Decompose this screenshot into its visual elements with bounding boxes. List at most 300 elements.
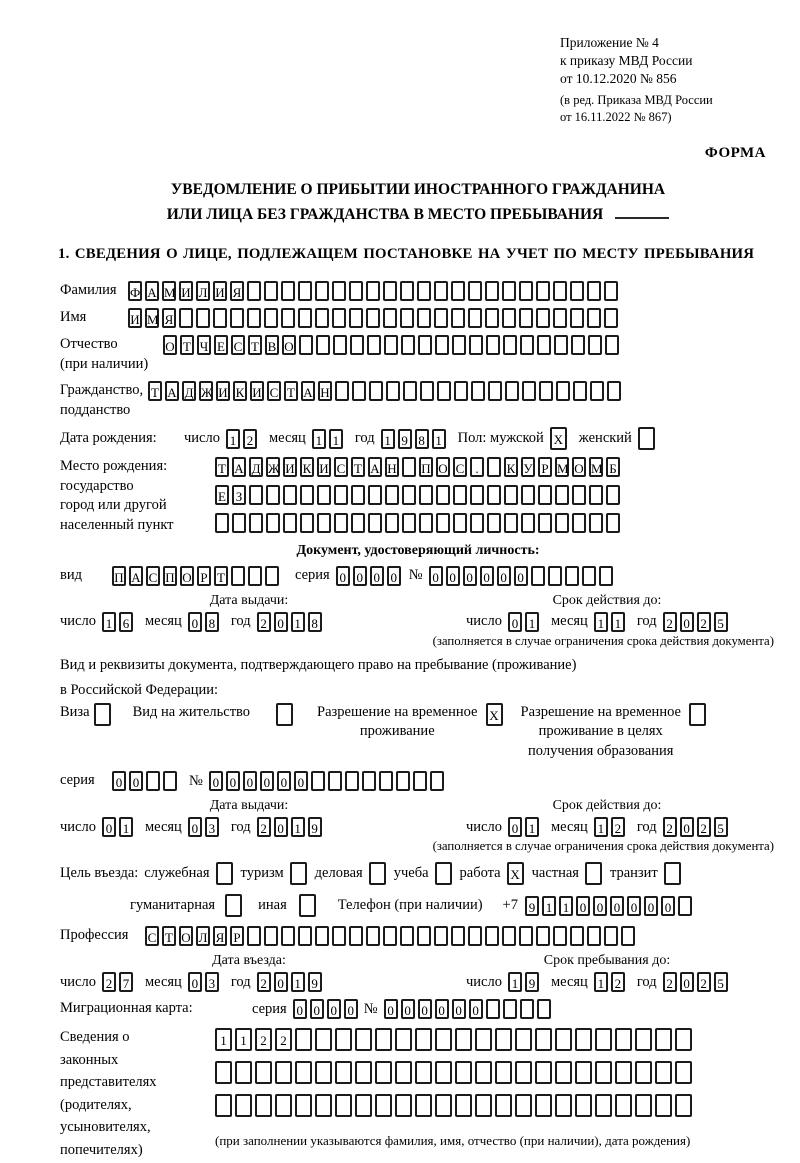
char-box[interactable] xyxy=(604,281,618,301)
char-box[interactable]: П xyxy=(163,566,177,586)
char-box[interactable]: К xyxy=(233,381,247,401)
char-box[interactable] xyxy=(475,1094,492,1117)
char-box[interactable]: М xyxy=(589,457,603,477)
char-box[interactable] xyxy=(487,457,501,477)
char-box[interactable] xyxy=(317,485,331,505)
char-box[interactable] xyxy=(402,457,416,477)
char-box[interactable] xyxy=(454,381,468,401)
char-box[interactable] xyxy=(396,771,410,791)
char-box[interactable] xyxy=(604,926,618,946)
char-box[interactable]: 3 xyxy=(205,817,219,837)
char-box[interactable]: 1 xyxy=(312,429,326,449)
char-box[interactable] xyxy=(595,1094,612,1117)
char-box[interactable] xyxy=(607,381,621,401)
char-box[interactable]: 2 xyxy=(611,972,625,992)
char-box[interactable]: Л xyxy=(196,281,210,301)
char-box[interactable] xyxy=(367,335,381,355)
char-box[interactable] xyxy=(332,281,346,301)
char-box[interactable]: X xyxy=(486,703,503,726)
char-box[interactable] xyxy=(213,308,227,328)
char-box[interactable] xyxy=(572,513,586,533)
char-box[interactable] xyxy=(249,513,263,533)
char-box[interactable]: 0 xyxy=(446,566,460,586)
char-box[interactable]: Б xyxy=(606,457,620,477)
char-box[interactable]: Ж xyxy=(266,457,280,477)
char-box[interactable] xyxy=(555,1094,572,1117)
char-box[interactable] xyxy=(575,1061,592,1084)
char-box[interactable]: Н xyxy=(385,457,399,477)
char-box[interactable]: К xyxy=(504,457,518,477)
char-box[interactable]: 0 xyxy=(384,999,398,1019)
char-box[interactable] xyxy=(536,926,550,946)
char-box[interactable] xyxy=(255,1094,272,1117)
char-box[interactable] xyxy=(615,1094,632,1117)
char-box[interactable]: 0 xyxy=(418,999,432,1019)
char-box[interactable] xyxy=(606,513,620,533)
char-box[interactable] xyxy=(368,513,382,533)
char-box[interactable]: О xyxy=(282,335,296,355)
char-box[interactable] xyxy=(515,1094,532,1117)
char-box[interactable]: С xyxy=(146,566,160,586)
char-box[interactable]: С xyxy=(453,457,467,477)
char-box[interactable] xyxy=(503,999,517,1019)
char-box[interactable] xyxy=(504,513,518,533)
char-box[interactable] xyxy=(315,1094,332,1117)
char-box[interactable] xyxy=(419,513,433,533)
char-box[interactable] xyxy=(316,335,330,355)
char-box[interactable]: О xyxy=(180,566,194,586)
char-box[interactable]: А xyxy=(129,566,143,586)
char-box[interactable] xyxy=(315,926,329,946)
char-box[interactable] xyxy=(375,1028,392,1051)
char-box[interactable]: 5 xyxy=(714,817,728,837)
char-box[interactable] xyxy=(664,862,681,885)
char-box[interactable] xyxy=(503,335,517,355)
char-box[interactable] xyxy=(548,566,562,586)
char-box[interactable] xyxy=(515,1028,532,1051)
char-box[interactable]: 2 xyxy=(697,612,711,632)
char-box[interactable] xyxy=(264,308,278,328)
char-box[interactable]: Т xyxy=(214,566,228,586)
char-box[interactable] xyxy=(435,862,452,885)
char-box[interactable]: 0 xyxy=(435,999,449,1019)
char-box[interactable] xyxy=(468,308,482,328)
char-box[interactable] xyxy=(455,1061,472,1084)
char-box[interactable] xyxy=(369,862,386,885)
char-box[interactable] xyxy=(538,485,552,505)
char-box[interactable]: 9 xyxy=(308,817,322,837)
char-box[interactable] xyxy=(588,335,602,355)
char-box[interactable] xyxy=(595,1061,612,1084)
char-box[interactable] xyxy=(366,926,380,946)
char-box[interactable]: 2 xyxy=(275,1028,292,1051)
char-box[interactable] xyxy=(437,381,451,401)
char-box[interactable] xyxy=(571,335,585,355)
char-box[interactable] xyxy=(655,1094,672,1117)
char-box[interactable]: 0 xyxy=(209,771,223,791)
char-box[interactable] xyxy=(589,513,603,533)
char-box[interactable] xyxy=(415,1094,432,1117)
char-box[interactable] xyxy=(375,1094,392,1117)
char-box[interactable]: 6 xyxy=(119,612,133,632)
char-box[interactable]: 1 xyxy=(594,972,608,992)
char-box[interactable] xyxy=(470,485,484,505)
char-box[interactable]: В xyxy=(265,335,279,355)
char-box[interactable] xyxy=(362,771,376,791)
char-box[interactable]: 1 xyxy=(594,817,608,837)
char-box[interactable]: 1 xyxy=(226,429,240,449)
char-box[interactable]: 1 xyxy=(611,612,625,632)
char-box[interactable]: 0 xyxy=(112,771,126,791)
char-box[interactable]: 1 xyxy=(291,972,305,992)
char-box[interactable]: 1 xyxy=(215,1028,232,1051)
char-box[interactable] xyxy=(247,281,261,301)
char-box[interactable]: 0 xyxy=(480,566,494,586)
char-box[interactable]: 2 xyxy=(255,1028,272,1051)
char-box[interactable] xyxy=(504,485,518,505)
char-box[interactable] xyxy=(615,1028,632,1051)
char-box[interactable] xyxy=(582,566,596,586)
char-box[interactable] xyxy=(415,1061,432,1084)
char-box[interactable]: 1 xyxy=(291,612,305,632)
char-box[interactable]: 0 xyxy=(294,771,308,791)
char-box[interactable] xyxy=(300,513,314,533)
char-box[interactable] xyxy=(417,926,431,946)
char-box[interactable] xyxy=(375,1061,392,1084)
char-box[interactable] xyxy=(487,485,501,505)
char-box[interactable]: 0 xyxy=(188,817,202,837)
char-box[interactable] xyxy=(536,308,550,328)
char-box[interactable]: О xyxy=(179,926,193,946)
char-box[interactable] xyxy=(675,1094,692,1117)
char-box[interactable] xyxy=(249,485,263,505)
char-box[interactable] xyxy=(281,281,295,301)
char-box[interactable]: 2 xyxy=(102,972,116,992)
char-box[interactable] xyxy=(335,1061,352,1084)
char-box[interactable]: Я xyxy=(162,308,176,328)
char-box[interactable] xyxy=(570,308,584,328)
char-box[interactable] xyxy=(298,926,312,946)
char-box[interactable] xyxy=(418,335,432,355)
char-box[interactable]: 0 xyxy=(260,771,274,791)
char-box[interactable] xyxy=(384,335,398,355)
char-box[interactable]: Е xyxy=(214,335,228,355)
char-box[interactable]: И xyxy=(250,381,264,401)
char-box[interactable]: О xyxy=(572,457,586,477)
char-box[interactable] xyxy=(555,1028,572,1051)
char-box[interactable] xyxy=(430,771,444,791)
char-box[interactable]: 3 xyxy=(205,972,219,992)
char-box[interactable] xyxy=(311,771,325,791)
char-box[interactable] xyxy=(536,281,550,301)
char-box[interactable] xyxy=(332,926,346,946)
char-box[interactable]: И xyxy=(283,457,297,477)
char-box[interactable]: 0 xyxy=(277,771,291,791)
char-box[interactable] xyxy=(315,308,329,328)
char-box[interactable]: К xyxy=(300,457,314,477)
char-box[interactable]: 0 xyxy=(274,972,288,992)
char-box[interactable] xyxy=(163,771,177,791)
char-box[interactable]: Д xyxy=(182,381,196,401)
char-box[interactable]: 0 xyxy=(243,771,257,791)
char-box[interactable]: 2 xyxy=(663,972,677,992)
char-box[interactable]: 0 xyxy=(188,612,202,632)
char-box[interactable]: Е xyxy=(215,485,229,505)
char-box[interactable] xyxy=(495,1061,512,1084)
char-box[interactable] xyxy=(179,308,193,328)
char-box[interactable]: 9 xyxy=(398,429,412,449)
char-box[interactable] xyxy=(266,485,280,505)
char-box[interactable]: 2 xyxy=(611,817,625,837)
char-box[interactable]: 1 xyxy=(291,817,305,837)
char-box[interactable] xyxy=(215,1061,232,1084)
char-box[interactable] xyxy=(575,1028,592,1051)
char-box[interactable] xyxy=(295,1094,312,1117)
char-box[interactable]: 0 xyxy=(576,896,590,916)
char-box[interactable] xyxy=(275,1061,292,1084)
char-box[interactable]: 0 xyxy=(344,999,358,1019)
char-box[interactable]: 0 xyxy=(401,999,415,1019)
char-box[interactable]: 7 xyxy=(119,972,133,992)
char-box[interactable] xyxy=(94,703,111,726)
char-box[interactable] xyxy=(502,926,516,946)
char-box[interactable] xyxy=(689,703,706,726)
char-box[interactable]: Н xyxy=(318,381,332,401)
char-box[interactable] xyxy=(290,862,307,885)
char-box[interactable] xyxy=(335,1094,352,1117)
char-box[interactable]: 2 xyxy=(663,612,677,632)
char-box[interactable]: П xyxy=(419,457,433,477)
char-box[interactable]: 0 xyxy=(387,566,401,586)
char-box[interactable]: 0 xyxy=(129,771,143,791)
char-box[interactable]: 2 xyxy=(663,817,677,837)
char-box[interactable] xyxy=(295,1028,312,1051)
char-box[interactable] xyxy=(366,308,380,328)
char-box[interactable]: 0 xyxy=(508,612,522,632)
char-box[interactable] xyxy=(275,1094,292,1117)
char-box[interactable] xyxy=(515,1061,532,1084)
char-box[interactable] xyxy=(435,335,449,355)
char-box[interactable]: Т xyxy=(162,926,176,946)
char-box[interactable] xyxy=(295,1061,312,1084)
char-box[interactable] xyxy=(575,1094,592,1117)
char-box[interactable] xyxy=(400,926,414,946)
char-box[interactable]: 0 xyxy=(327,999,341,1019)
char-box[interactable] xyxy=(495,1094,512,1117)
char-box[interactable] xyxy=(351,513,365,533)
char-box[interactable] xyxy=(369,381,383,401)
char-box[interactable] xyxy=(417,308,431,328)
char-box[interactable]: 0 xyxy=(293,999,307,1019)
char-box[interactable]: 2 xyxy=(697,817,711,837)
char-box[interactable] xyxy=(470,513,484,533)
char-box[interactable] xyxy=(400,308,414,328)
char-box[interactable] xyxy=(635,1094,652,1117)
char-box[interactable]: 0 xyxy=(661,896,675,916)
char-box[interactable] xyxy=(621,926,635,946)
char-box[interactable] xyxy=(468,281,482,301)
char-box[interactable] xyxy=(235,1061,252,1084)
char-box[interactable] xyxy=(605,335,619,355)
char-box[interactable] xyxy=(196,308,210,328)
char-box[interactable]: 0 xyxy=(274,817,288,837)
char-box[interactable]: 0 xyxy=(336,566,350,586)
char-box[interactable] xyxy=(486,335,500,355)
char-box[interactable]: 0 xyxy=(610,896,624,916)
char-box[interactable] xyxy=(678,896,692,916)
char-box[interactable] xyxy=(355,1028,372,1051)
char-box[interactable] xyxy=(328,771,342,791)
char-box[interactable]: 8 xyxy=(308,612,322,632)
char-box[interactable] xyxy=(502,281,516,301)
char-box[interactable] xyxy=(349,308,363,328)
char-box[interactable]: 0 xyxy=(188,972,202,992)
char-box[interactable] xyxy=(386,381,400,401)
char-box[interactable] xyxy=(355,1061,372,1084)
char-box[interactable]: 0 xyxy=(310,999,324,1019)
char-box[interactable] xyxy=(520,335,534,355)
char-box[interactable]: 0 xyxy=(497,566,511,586)
char-box[interactable] xyxy=(519,281,533,301)
char-box[interactable] xyxy=(555,485,569,505)
char-box[interactable]: 1 xyxy=(542,896,556,916)
char-box[interactable] xyxy=(248,566,262,586)
char-box[interactable] xyxy=(521,513,535,533)
char-box[interactable] xyxy=(485,308,499,328)
char-box[interactable] xyxy=(453,513,467,533)
char-box[interactable]: . xyxy=(470,457,484,477)
char-box[interactable]: 0 xyxy=(508,817,522,837)
char-box[interactable] xyxy=(368,485,382,505)
char-box[interactable] xyxy=(635,1028,652,1051)
char-box[interactable] xyxy=(216,862,233,885)
char-box[interactable] xyxy=(455,1094,472,1117)
char-box[interactable]: П xyxy=(112,566,126,586)
char-box[interactable] xyxy=(555,513,569,533)
char-box[interactable]: 2 xyxy=(697,972,711,992)
char-box[interactable] xyxy=(521,485,535,505)
char-box[interactable] xyxy=(434,308,448,328)
char-box[interactable] xyxy=(215,513,229,533)
char-box[interactable] xyxy=(385,485,399,505)
char-box[interactable] xyxy=(615,1061,632,1084)
char-box[interactable] xyxy=(146,771,160,791)
char-box[interactable] xyxy=(570,926,584,946)
char-box[interactable] xyxy=(519,308,533,328)
char-box[interactable] xyxy=(395,1028,412,1051)
char-box[interactable] xyxy=(315,1061,332,1084)
char-box[interactable] xyxy=(434,281,448,301)
char-box[interactable]: О xyxy=(436,457,450,477)
char-box[interactable]: 8 xyxy=(415,429,429,449)
char-box[interactable] xyxy=(403,381,417,401)
char-box[interactable] xyxy=(655,1061,672,1084)
char-box[interactable]: 1 xyxy=(559,896,573,916)
char-box[interactable] xyxy=(535,1094,552,1117)
char-box[interactable]: 0 xyxy=(102,817,116,837)
char-box[interactable]: 0 xyxy=(680,612,694,632)
char-box[interactable]: А xyxy=(232,457,246,477)
char-box[interactable] xyxy=(352,381,366,401)
char-box[interactable] xyxy=(385,513,399,533)
char-box[interactable]: Ч xyxy=(197,335,211,355)
char-box[interactable] xyxy=(570,281,584,301)
char-box[interactable] xyxy=(606,485,620,505)
char-box[interactable] xyxy=(400,281,414,301)
char-box[interactable]: А xyxy=(368,457,382,477)
char-box[interactable] xyxy=(471,381,485,401)
char-box[interactable] xyxy=(590,381,604,401)
char-box[interactable] xyxy=(276,703,293,726)
char-box[interactable] xyxy=(298,308,312,328)
char-box[interactable]: 0 xyxy=(514,566,528,586)
char-box[interactable]: Л xyxy=(196,926,210,946)
char-box[interactable]: Ф xyxy=(128,281,142,301)
char-box[interactable] xyxy=(315,1028,332,1051)
char-box[interactable]: А xyxy=(165,381,179,401)
char-box[interactable] xyxy=(247,308,261,328)
char-box[interactable]: С xyxy=(145,926,159,946)
char-box[interactable] xyxy=(231,566,245,586)
char-box[interactable] xyxy=(266,513,280,533)
char-box[interactable] xyxy=(554,335,568,355)
char-box[interactable]: 1 xyxy=(119,817,133,837)
char-box[interactable]: Д xyxy=(249,457,263,477)
char-box[interactable] xyxy=(401,335,415,355)
char-box[interactable] xyxy=(585,862,602,885)
char-box[interactable]: И xyxy=(213,281,227,301)
char-box[interactable] xyxy=(383,308,397,328)
char-box[interactable] xyxy=(379,771,393,791)
char-box[interactable] xyxy=(225,894,242,917)
char-box[interactable]: 1 xyxy=(594,612,608,632)
char-box[interactable]: М xyxy=(162,281,176,301)
char-box[interactable]: 1 xyxy=(235,1028,252,1051)
char-box[interactable]: 1 xyxy=(432,429,446,449)
char-box[interactable]: 2 xyxy=(257,612,271,632)
char-box[interactable] xyxy=(587,308,601,328)
char-box[interactable] xyxy=(486,999,500,1019)
char-box[interactable]: 8 xyxy=(205,612,219,632)
char-box[interactable] xyxy=(455,1028,472,1051)
char-box[interactable] xyxy=(572,485,586,505)
char-box[interactable] xyxy=(395,1094,412,1117)
char-box[interactable] xyxy=(535,1028,552,1051)
char-box[interactable]: И xyxy=(317,457,331,477)
char-box[interactable] xyxy=(555,1061,572,1084)
char-box[interactable]: 1 xyxy=(525,817,539,837)
char-box[interactable] xyxy=(556,381,570,401)
char-box[interactable] xyxy=(350,335,364,355)
char-box[interactable]: У xyxy=(521,457,535,477)
char-box[interactable] xyxy=(495,1028,512,1051)
char-box[interactable]: 9 xyxy=(525,896,539,916)
char-box[interactable] xyxy=(435,1094,452,1117)
char-box[interactable] xyxy=(553,926,567,946)
char-box[interactable] xyxy=(300,485,314,505)
char-box[interactable]: 1 xyxy=(508,972,522,992)
char-box[interactable] xyxy=(420,381,434,401)
char-box[interactable] xyxy=(475,1061,492,1084)
char-box[interactable] xyxy=(553,308,567,328)
char-box[interactable] xyxy=(264,281,278,301)
char-box[interactable] xyxy=(281,926,295,946)
char-box[interactable] xyxy=(413,771,427,791)
char-box[interactable] xyxy=(573,381,587,401)
char-box[interactable]: X xyxy=(550,427,567,450)
char-box[interactable] xyxy=(333,335,347,355)
char-box[interactable] xyxy=(539,381,553,401)
